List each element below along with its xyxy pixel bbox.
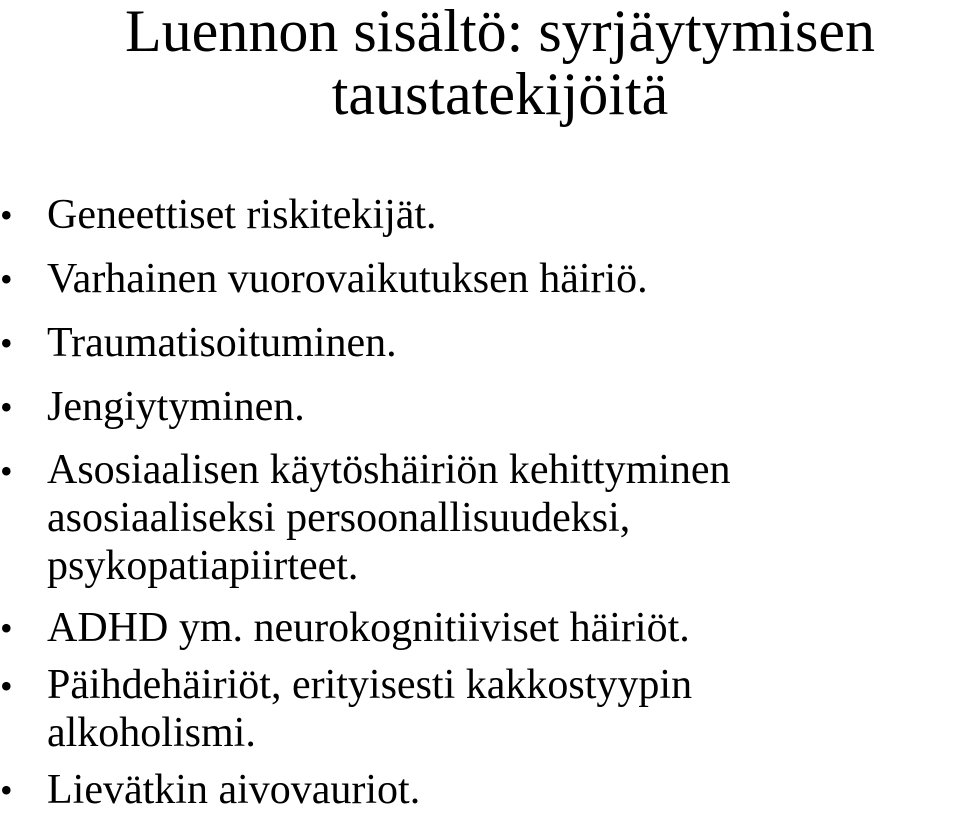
bullet-line: psykopatiapiirteet. bbox=[47, 543, 359, 589]
slide-title-line-2: taustatekijöitä bbox=[331, 61, 669, 127]
bullet-text bbox=[47, 603, 960, 653]
bullet-line: Geneettiset riskitekijät. bbox=[47, 192, 437, 238]
bullet-line: alkoholismi. bbox=[47, 710, 256, 756]
bullet-line: Varhainen vuorovaikutuksen häiriö. bbox=[47, 256, 648, 302]
bullet-item bbox=[0, 765, 960, 815]
bullet-icon: • bbox=[0, 387, 13, 427]
slide-title bbox=[0, 0, 960, 126]
bullet-icon: • bbox=[0, 608, 13, 648]
bullet-line: Lievätkin aivovauriot. bbox=[47, 767, 421, 813]
bullet-line: Traumatisoituminen. bbox=[47, 320, 397, 366]
bullet-item bbox=[0, 661, 960, 757]
bullet-item bbox=[0, 190, 960, 240]
bullet-text bbox=[47, 446, 960, 590]
bullet-line: Jengiytyminen. bbox=[47, 384, 305, 430]
bullet-text bbox=[47, 765, 960, 815]
bullet-item bbox=[0, 318, 960, 368]
bullet-line: Päihdehäiriöt, erityisesti kakkostyypin bbox=[47, 662, 693, 708]
bullet-icon: • bbox=[0, 666, 13, 706]
bullet-line: ADHD ym. neurokognitiiviset häiriöt. bbox=[47, 605, 690, 651]
bullet-item bbox=[0, 446, 960, 590]
bullet-icon: • bbox=[0, 451, 13, 491]
slide-title-line-1: Luennon sisältö: syrjäytymisen bbox=[125, 0, 875, 64]
bullet-item bbox=[0, 603, 960, 653]
bullet-text bbox=[47, 382, 960, 432]
bullet-item bbox=[0, 382, 960, 432]
bullet-line: asosiaaliseksi persoonallisuudeksi, bbox=[47, 495, 631, 541]
bullet-icon: • bbox=[0, 770, 13, 810]
bullet-text bbox=[47, 318, 960, 368]
bullet-icon: • bbox=[0, 259, 13, 299]
bullet-text bbox=[47, 661, 960, 757]
bullet-list bbox=[0, 190, 960, 815]
bullet-text bbox=[47, 254, 960, 304]
bullet-item bbox=[0, 254, 960, 304]
bullet-icon: • bbox=[0, 323, 13, 363]
bullet-icon: • bbox=[0, 195, 13, 235]
bullet-text bbox=[47, 190, 960, 240]
bullet-line: Asosiaalisen käytöshäiriön kehittyminen bbox=[47, 447, 731, 493]
